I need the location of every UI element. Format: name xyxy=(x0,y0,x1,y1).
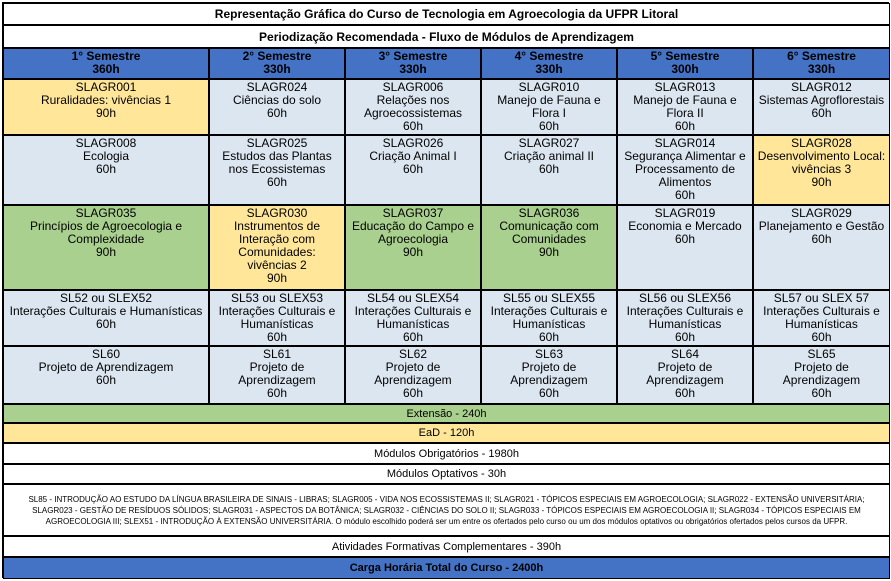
module-code: SLAGR006 xyxy=(382,80,444,94)
module-cell xyxy=(345,205,481,290)
module-cell xyxy=(617,79,753,135)
module-hours: 60h xyxy=(95,162,117,176)
module-name: Sistemas Agroflorestais xyxy=(758,93,885,107)
module-code: SLAGR026 xyxy=(382,136,444,150)
module-code: SLAGR014 xyxy=(654,136,716,150)
semester-hours: 300h xyxy=(671,62,699,76)
semester-name: 6° Semestre xyxy=(787,49,856,63)
module-hours: 60h xyxy=(674,330,696,344)
title-line-2 xyxy=(3,25,890,48)
module-code: SLAGR008 xyxy=(75,136,137,150)
module-hours: 60h xyxy=(674,232,696,246)
semester-name: 2° Semestre xyxy=(242,49,312,63)
optativos-text: Módulos Optativos - 30h xyxy=(386,468,507,480)
module-cell xyxy=(345,290,481,346)
semester-hours: 330h xyxy=(399,62,427,76)
module-name: Interações Culturais e Humanísticas xyxy=(763,304,880,331)
module-code: SL56 ou SLEX56 xyxy=(638,291,732,305)
module-cell xyxy=(617,290,753,346)
module-hours: 60h xyxy=(266,106,288,120)
title-line-1 xyxy=(3,3,890,25)
module-cell xyxy=(3,135,209,205)
module-hours: 90h xyxy=(402,245,424,259)
semester-header xyxy=(753,48,890,79)
module-hours: 60h xyxy=(811,232,832,246)
module-name: Interações Culturais e Humanísticas xyxy=(9,304,203,318)
module-cell xyxy=(481,205,617,290)
module-code: SL53 ou SLEX53 xyxy=(230,291,324,305)
module-code: SLAGR028 xyxy=(791,136,852,150)
module-cell xyxy=(753,135,890,205)
module-name: Estudos das Plantas nos Ecossistemas xyxy=(222,149,332,176)
module-code: SLAGR037 xyxy=(382,206,444,220)
module-code: SLAGR001 xyxy=(75,80,137,94)
module-code: SLAGR010 xyxy=(518,80,580,94)
semester-name: 1° Semestre xyxy=(71,49,141,63)
curriculum-sheet xyxy=(2,2,889,578)
module-cell xyxy=(481,135,617,205)
module-hours: 60h xyxy=(674,188,696,202)
module-hours: 60h xyxy=(674,119,696,133)
module-name: Desenvolvimento Local: vivências 3 xyxy=(757,149,886,176)
module-cell xyxy=(209,290,345,346)
module-name: Projeto de Aprendizagem xyxy=(38,360,174,374)
module-cell xyxy=(345,346,481,404)
module-cell xyxy=(753,290,890,346)
semester-header xyxy=(345,48,481,79)
module-cell xyxy=(481,79,617,135)
module-hours: 90h xyxy=(266,271,288,285)
module-code: SL55 ou SLEX55 xyxy=(502,291,596,305)
complementares-bar xyxy=(3,536,890,557)
module-cell xyxy=(345,135,481,205)
module-hours: 60h xyxy=(811,106,832,120)
module-name: Interações Culturais e Humanísticas xyxy=(354,304,472,331)
module-hours: 90h xyxy=(95,245,117,259)
module-code: SLAGR035 xyxy=(75,206,137,220)
optativos-note-text: SL85 - INTRODUÇÃO AO ESTUDO DA LÍNGUA BRASILEIRA DE SINAIS - LIBRAS; SLAGR005 - VIDA NOS ECOSSISTEMAS II; SLAGR021 - TÓPICOS ESPECIAIS EM AGROECOLOGIA; SLAGR022 - EXTENSÃO UNIVERSITÁRIA; SLAGR023 - GESTÃO DE RESÍDUOS SÓLIDOS; SLAGR031 - ASPECTOS DA BOTÂNICA; SLAGR032 - CIÊNCIAS DO SOLO II; SLAGR033 - TÓPICOS ESPECIAIS EM AGROECOLOGIA II; SLAGR034 - TÓPICOS ESPECIAIS EM AGROECOLOGIA III; SLEX51 - INTRODUÇÃO À EXTENSÃO UNIVERSITÁRIA. O módulo escolhido poderá ser um entre os ofertados pelo curso ou um dos módulos optativos ou obrigatórios ofertados pelos cursos da UFPR. xyxy=(28,494,865,526)
module-name: Ciências do solo xyxy=(232,93,322,107)
module-cell xyxy=(753,79,890,135)
module-name: Projeto de Aprendizagem xyxy=(238,360,316,387)
module-name: Planejamento e Gestão xyxy=(758,219,885,233)
module-hours: 90h xyxy=(811,175,832,189)
title-text-2: Periodização Recomendada - Fluxo de Módulos de Aprendizagem xyxy=(259,29,634,44)
optativos-note xyxy=(3,484,890,536)
module-code: SL60 xyxy=(91,347,121,361)
module-cell xyxy=(3,205,209,290)
module-hours: 60h xyxy=(266,175,288,189)
module-code: SLAGR036 xyxy=(518,206,580,220)
module-cell xyxy=(753,346,890,404)
module-name: Ruralidades: vivências 1 xyxy=(40,93,172,107)
module-name: Ecologia xyxy=(82,149,130,163)
module-name: Manejo de Fauna e Flora II xyxy=(633,93,737,120)
module-hours: 60h xyxy=(811,330,832,344)
module-name: Relações nos Agroecossistemas xyxy=(363,93,463,120)
module-hours: 60h xyxy=(402,162,424,176)
total-text: Carga Horária Total do Curso - 2400h xyxy=(349,562,544,574)
module-cell xyxy=(617,205,753,290)
module-code: SL62 xyxy=(398,347,428,361)
module-code: SLAGR012 xyxy=(791,80,852,94)
module-name: Projeto de Aprendizagem xyxy=(510,360,588,387)
obrigatorios-text: Módulos Obrigatórios - 1980h xyxy=(374,447,519,460)
module-hours: 60h xyxy=(538,162,560,176)
extensao-text: Extensão - 240h xyxy=(406,407,487,420)
module-hours: 60h xyxy=(811,386,832,400)
module-name: Criação Animal I xyxy=(369,149,457,163)
module-name: Segurança Alimentar e Processamento de Alimentos xyxy=(624,149,746,189)
semester-hours: 330h xyxy=(263,62,291,76)
module-cell xyxy=(209,346,345,404)
module-hours: 60h xyxy=(538,386,560,400)
module-code: SL54 ou SLEX54 xyxy=(366,291,460,305)
module-cell xyxy=(3,346,209,404)
module-hours: 60h xyxy=(674,386,696,400)
module-code: SL52 ou SLEX52 xyxy=(59,291,153,305)
module-cell xyxy=(345,79,481,135)
semester-header xyxy=(3,48,209,79)
module-hours: 60h xyxy=(95,373,117,387)
module-name: Instrumentos de Interação com Comunidades: vivências 2 xyxy=(233,219,321,272)
module-code: SL61 xyxy=(262,347,292,361)
module-name: Comunicação com Comunidades xyxy=(499,219,599,246)
module-name: Interações Culturais e Humanísticas xyxy=(626,304,744,331)
ead-bar xyxy=(3,423,890,443)
semester-hours: 330h xyxy=(807,62,836,76)
module-cell xyxy=(481,346,617,404)
module-hours: 60h xyxy=(266,330,288,344)
total-bar xyxy=(3,557,890,579)
module-code: SL57 ou SLEX 57 xyxy=(773,291,870,305)
semester-name: 3° Semestre xyxy=(378,49,448,63)
module-code: SL63 xyxy=(534,347,564,361)
module-code: SL64 xyxy=(670,347,700,361)
module-cell xyxy=(209,79,345,135)
ead-text: EaD - 120h xyxy=(418,427,475,439)
module-code: SLAGR030 xyxy=(246,206,308,220)
module-name: Manejo de Fauna e Flora I xyxy=(497,93,601,120)
module-cell xyxy=(209,205,345,290)
module-hours: 90h xyxy=(538,245,560,259)
complementares-text: Atividades Formativas Complementares - 390h xyxy=(331,540,562,553)
module-cell xyxy=(617,135,753,205)
module-cell xyxy=(3,290,209,346)
module-hours: 60h xyxy=(402,119,424,133)
module-name: Interações Culturais e Humanísticas xyxy=(490,304,608,331)
obrigatorios-bar xyxy=(3,443,890,464)
module-name: Criação animal II xyxy=(503,149,595,163)
semester-name: 4° Semestre xyxy=(514,49,584,63)
module-code: SLAGR025 xyxy=(246,136,308,150)
module-cell xyxy=(209,135,345,205)
module-cell xyxy=(3,79,209,135)
module-name: Economia e Mercado xyxy=(628,219,742,233)
module-hours: 60h xyxy=(402,330,424,344)
module-code: SLAGR029 xyxy=(791,206,852,220)
module-cell xyxy=(617,346,753,404)
module-cell xyxy=(481,290,617,346)
module-hours: 90h xyxy=(95,106,117,120)
module-name: Educação do Campo e Agroecologia xyxy=(351,219,475,246)
module-code: SLAGR027 xyxy=(518,136,580,150)
semester-header xyxy=(209,48,345,79)
semester-header xyxy=(481,48,617,79)
module-hours: 60h xyxy=(538,119,560,133)
title-text-1: Representação Gráfica do Curso de Tecnologia em Agroecologia da UFPR Litoral xyxy=(214,7,679,21)
module-code: SL65 xyxy=(807,347,836,361)
module-name: Interações Culturais e Humanísticas xyxy=(218,304,336,331)
module-code: SLAGR019 xyxy=(654,206,716,220)
module-hours: 60h xyxy=(538,330,560,344)
module-cell xyxy=(753,205,890,290)
semester-hours: 330h xyxy=(535,62,563,76)
semester-header xyxy=(617,48,753,79)
module-code: SLAGR013 xyxy=(654,80,716,94)
semester-name: 5° Semestre xyxy=(650,49,720,63)
module-name: Princípios de Agroecologia e Complexidade xyxy=(29,219,183,246)
module-hours: 60h xyxy=(402,386,424,400)
module-hours: 60h xyxy=(95,317,117,331)
module-name: Projeto de Aprendizagem xyxy=(374,360,452,387)
module-hours: 60h xyxy=(266,386,288,400)
module-code: SLAGR024 xyxy=(246,80,308,94)
module-name: Projeto de Aprendizagem xyxy=(782,360,861,387)
extensao-bar xyxy=(3,404,890,423)
module-name: Projeto de Aprendizagem xyxy=(646,360,724,387)
optativos-bar xyxy=(3,464,890,484)
semester-hours: 360h xyxy=(92,62,120,76)
